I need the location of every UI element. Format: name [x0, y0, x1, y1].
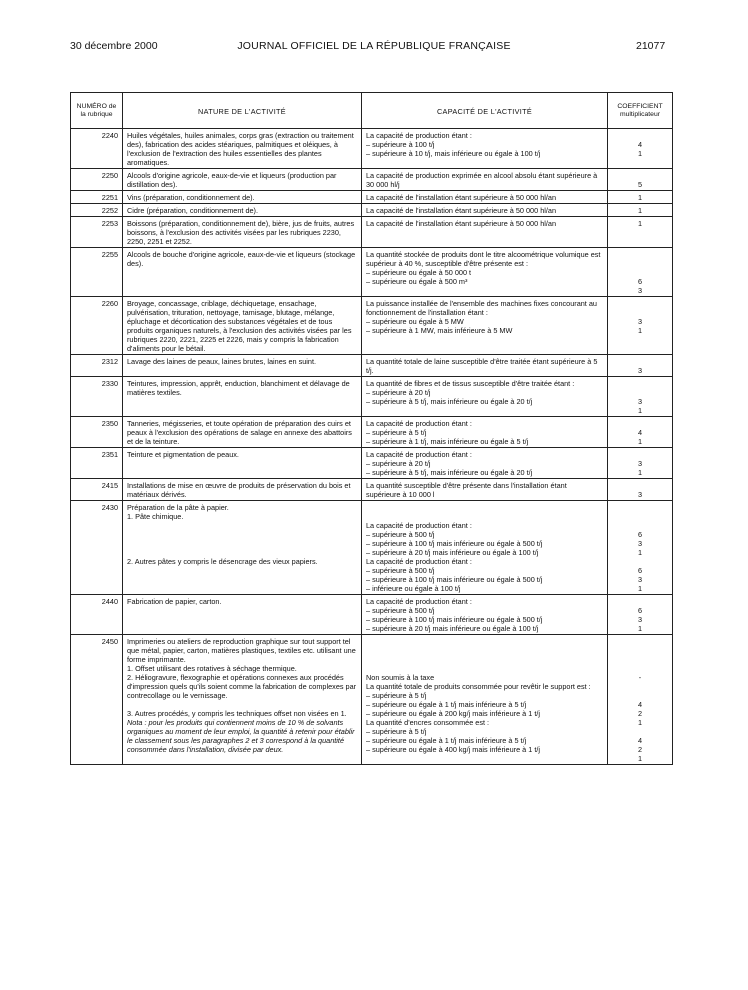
multiplier-coefficient	[608, 169, 673, 191]
multiplier-coefficient	[608, 204, 673, 217]
activity-nature-line: Fabrication de papier, carton.	[127, 597, 222, 606]
multiplier-coefficient-line: 4	[637, 140, 643, 149]
activity-capacity-line: – supérieure à 20 t/j mais inférieure ou égale à 100 t/j	[366, 624, 539, 633]
multiplier-coefficient-line: 4	[637, 700, 643, 709]
activity-nature-line: Alcools de bouche d'origine agricole, eaux-de-vie et liqueurs (stockage des).	[127, 250, 356, 268]
multiplier-coefficient-line: 5	[637, 180, 643, 189]
multiplier-coefficient	[608, 355, 673, 377]
multiplier-coefficient-line	[612, 481, 668, 490]
multiplier-coefficient-line	[612, 682, 668, 691]
multiplier-coefficient-line	[612, 308, 668, 317]
activity-capacity-line: – supérieure à 500 t/j	[366, 530, 435, 539]
activity-nature	[123, 355, 362, 377]
activity-capacity-line	[366, 655, 603, 664]
activity-nature	[123, 248, 362, 297]
multiplier-coefficient-line: 4	[637, 736, 643, 745]
activity-nature	[123, 169, 362, 191]
header-date: 30 décembre 2000	[70, 40, 158, 52]
activity-capacity-line: La quantité stockée de produits dont le titre alcoométrique volumique est supérieur à 40 %, susceptible d'être présente est :	[366, 250, 601, 268]
activity-capacity	[362, 448, 608, 479]
rubrique-number: 2350	[71, 417, 123, 448]
activity-capacity-line: La capacité de production étant :	[366, 557, 472, 566]
activity-capacity-line: – supérieure à 100 t/j mais inférieure ou égale à 500 t/j	[366, 575, 543, 584]
activity-capacity-line: – supérieure à 5 t/j, mais inférieure ou égale à 20 t/j	[366, 397, 533, 406]
activity-nature-line: 3. Autres procédés, y compris les techniques offset non visées en 1.	[127, 709, 347, 718]
activity-capacity-line: – supérieure à 1 t/j, mais inférieure ou égale à 5 t/j	[366, 437, 529, 446]
activity-nature-line	[127, 539, 357, 548]
multiplier-coefficient-line: 3	[637, 317, 643, 326]
activity-capacity-line: – supérieure à 100 t/j	[366, 140, 435, 149]
activity-capacity-line: – supérieure à 20 t/j mais inférieure ou égale à 100 t/j	[366, 548, 539, 557]
multiplier-coefficient-line: 1	[637, 149, 643, 158]
activity-capacity-line: – supérieure ou égale à 400 kg/j mais inférieure à 1 t/j	[366, 745, 541, 754]
column-header-capacite: CAPACITÉ DE L'ACTIVITÉ	[362, 93, 608, 129]
table-row	[71, 169, 673, 191]
activity-capacity	[362, 204, 608, 217]
multiplier-coefficient-line: 3	[637, 397, 643, 406]
activity-nature-line: Teinture et pigmentation de peaux.	[127, 450, 239, 459]
multiplier-coefficient-line	[612, 512, 668, 521]
activity-capacity	[362, 217, 608, 248]
activity-capacity-line: La capacité de production exprimée en alcool absolu étant supérieure à 30 000 hl/j	[366, 171, 598, 189]
multiplier-coefficient-line: 4	[637, 428, 643, 437]
multiplier-coefficient-line	[612, 268, 668, 277]
multiplier-coefficient	[608, 191, 673, 204]
activity-capacity-line: La capacité de l'installation étant supérieure à 50 000 hl/an	[366, 206, 557, 215]
multiplier-coefficient-line	[612, 250, 668, 259]
rubrique-number: 2440	[71, 595, 123, 635]
activity-capacity	[362, 595, 608, 635]
multiplier-coefficient-line	[612, 521, 668, 530]
column-header-coefficient: COEFFICIENT multiplicateur	[608, 93, 673, 129]
table-row	[71, 448, 673, 479]
activity-capacity-line	[366, 646, 603, 655]
activity-nature-line: Broyage, concassage, criblage, déchiquetage, ensachage, pulvérisation, trituration, nettoyage, tamisage, blutage, mélange, épluchage et décortication des substances végétales et de tous produits organiques naturels, à l'exclusion des activités visées par les rubriques 2220, 2221, 2225 et 2226, mais y compris la fabrication d'aliments pour le bétail.	[127, 299, 352, 353]
activity-capacity-line: – supérieure à 20 t/j	[366, 459, 431, 468]
activity-capacity-line: La capacité de production étant :	[366, 450, 472, 459]
rubrique-number: 2430	[71, 501, 123, 595]
activity-nature	[123, 635, 362, 765]
activity-capacity-line	[366, 512, 603, 521]
activity-nature-line: Tanneries, mégisseries, et toute opération de préparation des cuirs et peaux à l'exclusion des opérations de salage en annexe des abattoirs et de la teinture.	[127, 419, 352, 446]
multiplier-coefficient-line: 1	[637, 437, 643, 446]
activity-capacity-line: La quantité susceptible d'être présente dans l'installation étant supérieure à 10 000 l	[366, 481, 567, 499]
multiplier-coefficient-line	[612, 131, 668, 140]
activity-capacity-line: La quantité totale de laine susceptible d'être traitée étant supérieure à 5 t/j.	[366, 357, 598, 375]
activity-nature-line: Cidre (préparation, conditionnement de).	[127, 206, 259, 215]
activity-capacity-line: La quantité d'encres consommée est :	[366, 718, 490, 727]
activity-nature-line: 2. Héliogravure, flexographie et opérations connexes aux procédés d'impression quels qu'ils soient comme la fabrication de complexes par contrecollage ou le vernissage.	[127, 673, 357, 700]
activity-nature-line: 1. Offset utilisant des rotatives à séchage thermique.	[127, 664, 297, 673]
activity-capacity-line: La capacité de production étant :	[366, 131, 472, 140]
rubrique-number: 2251	[71, 191, 123, 204]
multiplier-coefficient-line	[612, 503, 668, 512]
rubrique-number: 2330	[71, 377, 123, 417]
multiplier-coefficient-line: 2	[637, 709, 643, 718]
multiplier-coefficient-line	[612, 388, 668, 397]
activity-nature	[123, 501, 362, 595]
multiplier-coefficient-line: 3	[637, 286, 643, 295]
multiplier-coefficient-line	[612, 691, 668, 700]
activity-table	[70, 92, 673, 765]
rubrique-number: 2252	[71, 204, 123, 217]
activity-nature-line: Huiles végétales, huiles animales, corps gras (extraction ou traitement des), fabrication des acides stéariques, palmitiques et oléiques, à l'exclusion de l'extraction des huiles essentielles des plantes aromatiques.	[127, 131, 354, 167]
multiplier-coefficient-line: 3	[637, 459, 643, 468]
activity-nature-line	[127, 530, 357, 539]
page-number: 21077	[636, 40, 666, 52]
activity-capacity	[362, 248, 608, 297]
activity-capacity-line: La capacité de production étant :	[366, 521, 472, 530]
activity-nature	[123, 595, 362, 635]
activity-nature-line: Installations de mise en œuvre de produits de préservation du bois et matériaux dérivés.	[127, 481, 351, 499]
rubrique-number: 2351	[71, 448, 123, 479]
activity-capacity-line: – supérieure ou égale à 5 MW	[366, 317, 464, 326]
table-row	[71, 204, 673, 217]
multiplier-coefficient	[608, 129, 673, 169]
multiplier-coefficient	[608, 635, 673, 765]
activity-capacity-line: – supérieure à 100 t/j mais inférieure ou égale à 500 t/j	[366, 615, 543, 624]
table-row	[71, 501, 673, 595]
activity-capacity	[362, 479, 608, 501]
multiplier-coefficient-line	[612, 664, 668, 673]
multiplier-coefficient-line: 3	[637, 366, 643, 375]
activity-nature-line: Vins (préparation, conditionnement de).	[127, 193, 255, 202]
multiplier-coefficient	[608, 448, 673, 479]
activity-capacity-line: – supérieure à 500 t/j	[366, 606, 435, 615]
multiplier-coefficient-line: 1	[637, 206, 643, 215]
activity-capacity-line: – supérieure à 100 t/j mais inférieure ou égale à 500 t/j	[366, 539, 543, 548]
activity-capacity	[362, 355, 608, 377]
activity-nature	[123, 377, 362, 417]
table-row	[71, 297, 673, 355]
table-row	[71, 377, 673, 417]
multiplier-coefficient-line: 6	[637, 277, 643, 286]
activity-capacity	[362, 297, 608, 355]
multiplier-coefficient-line	[612, 357, 668, 366]
table-row	[71, 635, 673, 765]
activity-capacity-line: – supérieure à 500 t/j	[366, 566, 435, 575]
activity-nature-line: 1. Pâte chimique.	[127, 512, 184, 521]
multiplier-coefficient-line	[612, 557, 668, 566]
multiplier-coefficient-line: 6	[637, 606, 643, 615]
table-row	[71, 191, 673, 204]
table-header-row	[71, 93, 673, 129]
multiplier-coefficient-line: 1	[637, 219, 643, 228]
rubrique-number: 2255	[71, 248, 123, 297]
activity-capacity	[362, 169, 608, 191]
column-header-nature: NATURE DE L'ACTIVITÉ	[123, 93, 362, 129]
activity-nature	[123, 297, 362, 355]
multiplier-coefficient-line: 1	[637, 406, 643, 415]
multiplier-coefficient	[608, 595, 673, 635]
activity-capacity-line: – supérieure à 5 t/j	[366, 691, 427, 700]
activity-capacity-line: – inférieure ou égale à 100 t/j	[366, 584, 461, 593]
activity-capacity-line: – supérieure ou égale à 500 m³	[366, 277, 468, 286]
activity-nature-line	[127, 521, 357, 530]
activity-capacity-line	[366, 503, 603, 512]
activity-capacity-line: – supérieure à 20 t/j	[366, 388, 431, 397]
activity-nature-line: 2. Autres pâtes y compris le désencrage des vieux papiers.	[127, 557, 318, 566]
multiplier-coefficient-line: 1	[637, 548, 643, 557]
multiplier-coefficient-line: 2	[637, 745, 643, 754]
activity-capacity	[362, 191, 608, 204]
activity-capacity-line: – supérieure ou égale à 200 kg/j mais inférieure à 1 t/j	[366, 709, 541, 718]
table-row	[71, 595, 673, 635]
activity-capacity-line	[366, 637, 603, 646]
header-title: JOURNAL OFFICIEL DE LA RÉPUBLIQUE FRANÇAISE	[237, 40, 511, 52]
multiplier-coefficient-line: 6	[637, 566, 643, 575]
multiplier-coefficient-line	[612, 727, 668, 736]
activity-nature-line: Teintures, impression, apprêt, enduction, blanchiment et délavage de matières textiles.	[127, 379, 350, 397]
multiplier-coefficient	[608, 297, 673, 355]
activity-nature-line: Lavage des laines de peaux, laines brutes, laines en suint.	[127, 357, 317, 366]
multiplier-coefficient-line: 1	[637, 326, 643, 335]
activity-nature	[123, 417, 362, 448]
activity-nature	[123, 191, 362, 204]
activity-capacity-line: La capacité de l'installation étant supérieure à 50 000 hl/an	[366, 193, 557, 202]
multiplier-coefficient-line	[612, 646, 668, 655]
multiplier-coefficient-line: 1	[637, 193, 643, 202]
rubrique-number: 2450	[71, 635, 123, 765]
multiplier-coefficient-line	[612, 379, 668, 388]
activity-nature-line: Alcools d'origine agricole, eaux-de-vie et liqueurs (production par distillation des).	[127, 171, 337, 189]
table-body	[71, 129, 673, 765]
activity-capacity-line: – supérieure ou égale à 1 t/j mais inférieure à 5 t/j	[366, 736, 527, 745]
rubrique-number: 2250	[71, 169, 123, 191]
activity-nature	[123, 129, 362, 169]
activity-capacity-line: – supérieure à 1 MW, mais inférieure à 5 MW	[366, 326, 513, 335]
activity-nature-line: Boissons (préparation, conditionnement de), bière, jus de fruits, autres boissons, à l'exclusion des activités visées par les rubriques 2230, 2250, 2251 et 2252.	[127, 219, 355, 246]
multiplier-coefficient-line	[612, 655, 668, 664]
activity-nature	[123, 448, 362, 479]
multiplier-coefficient-line	[612, 171, 668, 180]
table-row	[71, 417, 673, 448]
rubrique-number: 2253	[71, 217, 123, 248]
table-row	[71, 479, 673, 501]
activity-nature	[123, 217, 362, 248]
rubrique-number: 2260	[71, 297, 123, 355]
activity-capacity-line: La capacité de production étant :	[366, 597, 472, 606]
activity-capacity	[362, 129, 608, 169]
column-header-numero: NUMÉRO de la rubrique	[71, 93, 123, 129]
table-row	[71, 129, 673, 169]
multiplier-coefficient	[608, 417, 673, 448]
activity-capacity-line: – supérieure à 5 t/j	[366, 727, 427, 736]
table-row	[71, 248, 673, 297]
multiplier-coefficient-line: 1	[637, 584, 643, 593]
activity-capacity-line: – supérieure ou égale à 1 t/j mais inférieure à 5 t/j	[366, 700, 527, 709]
activity-capacity	[362, 377, 608, 417]
multiplier-coefficient-line: 3	[637, 490, 643, 499]
table-row	[71, 355, 673, 377]
table-row	[71, 217, 673, 248]
activity-nature	[123, 479, 362, 501]
activity-capacity-line: – supérieure à 10 t/j, mais inférieure ou égale à 100 t/j	[366, 149, 541, 158]
multiplier-coefficient-line: 3	[637, 615, 643, 624]
multiplier-coefficient-line: 3	[637, 575, 643, 584]
activity-capacity-line: La capacité de production étant :	[366, 419, 472, 428]
multiplier-coefficient-line	[612, 597, 668, 606]
rubrique-number: 2312	[71, 355, 123, 377]
activity-capacity-line: La puissance installée de l'ensemble des machines fixes concourant au fonctionnement de l'installation étant :	[366, 299, 597, 317]
activity-capacity-line: Non soumis à la taxe	[366, 673, 435, 682]
multiplier-coefficient	[608, 248, 673, 297]
activity-capacity-line	[366, 664, 603, 673]
multiplier-coefficient-line: 6	[637, 530, 643, 539]
activity-capacity-line: La capacité de l'installation étant supérieure à 50 000 hl/an	[366, 219, 557, 228]
activity-nature-line	[127, 700, 357, 709]
multiplier-coefficient-line	[612, 259, 668, 268]
multiplier-coefficient-line: 1	[637, 754, 643, 763]
multiplier-coefficient-line	[612, 637, 668, 646]
activity-nature-line	[127, 548, 357, 557]
multiplier-coefficient-line: 3	[637, 539, 643, 548]
activity-capacity	[362, 501, 608, 595]
activity-nature-line: Nota : pour les produits qui contiennent moins de 10 % de solvants organiques au moment de leur emploi, la quantité à retenir pour établir le classement sous les paragraphes 2 et 3 correspond à la quantité consommée dans l'installation, divisée par deux.	[127, 718, 355, 754]
activity-nature-line: Préparation de la pâte à papier.	[127, 503, 229, 512]
rubrique-number: 2240	[71, 129, 123, 169]
multiplier-coefficient	[608, 377, 673, 417]
activity-nature	[123, 204, 362, 217]
multiplier-coefficient-line: 1	[637, 468, 643, 477]
activity-nature-line: Imprimeries ou ateliers de reproduction graphique sur tout support tel que métal, papier, carton, matières plastiques, textiles etc. utilisant une forme imprimante.	[127, 637, 356, 664]
rubrique-number: 2415	[71, 479, 123, 501]
multiplier-coefficient-line: -	[638, 673, 642, 682]
multiplier-coefficient-line: 1	[637, 624, 643, 633]
activity-capacity-line: La quantité de fibres et de tissus susceptible d'être traitée étant :	[366, 379, 575, 388]
multiplier-coefficient-line	[612, 419, 668, 428]
activity-capacity-line: – supérieure à 5 t/j, mais inférieure ou égale à 20 t/j	[366, 468, 533, 477]
multiplier-coefficient	[608, 217, 673, 248]
activity-capacity-line: – supérieure à 5 t/j	[366, 428, 427, 437]
multiplier-coefficient-line	[612, 299, 668, 308]
multiplier-coefficient	[608, 501, 673, 595]
multiplier-coefficient	[608, 479, 673, 501]
multiplier-coefficient-line	[612, 450, 668, 459]
multiplier-coefficient-line: 1	[637, 718, 643, 727]
activity-capacity	[362, 417, 608, 448]
activity-capacity	[362, 635, 608, 765]
activity-capacity-line: – supérieure ou égale à 50 000 t	[366, 268, 472, 277]
activity-capacity-line: La quantité totale de produits consommée pour revêtir le support est :	[366, 682, 591, 691]
